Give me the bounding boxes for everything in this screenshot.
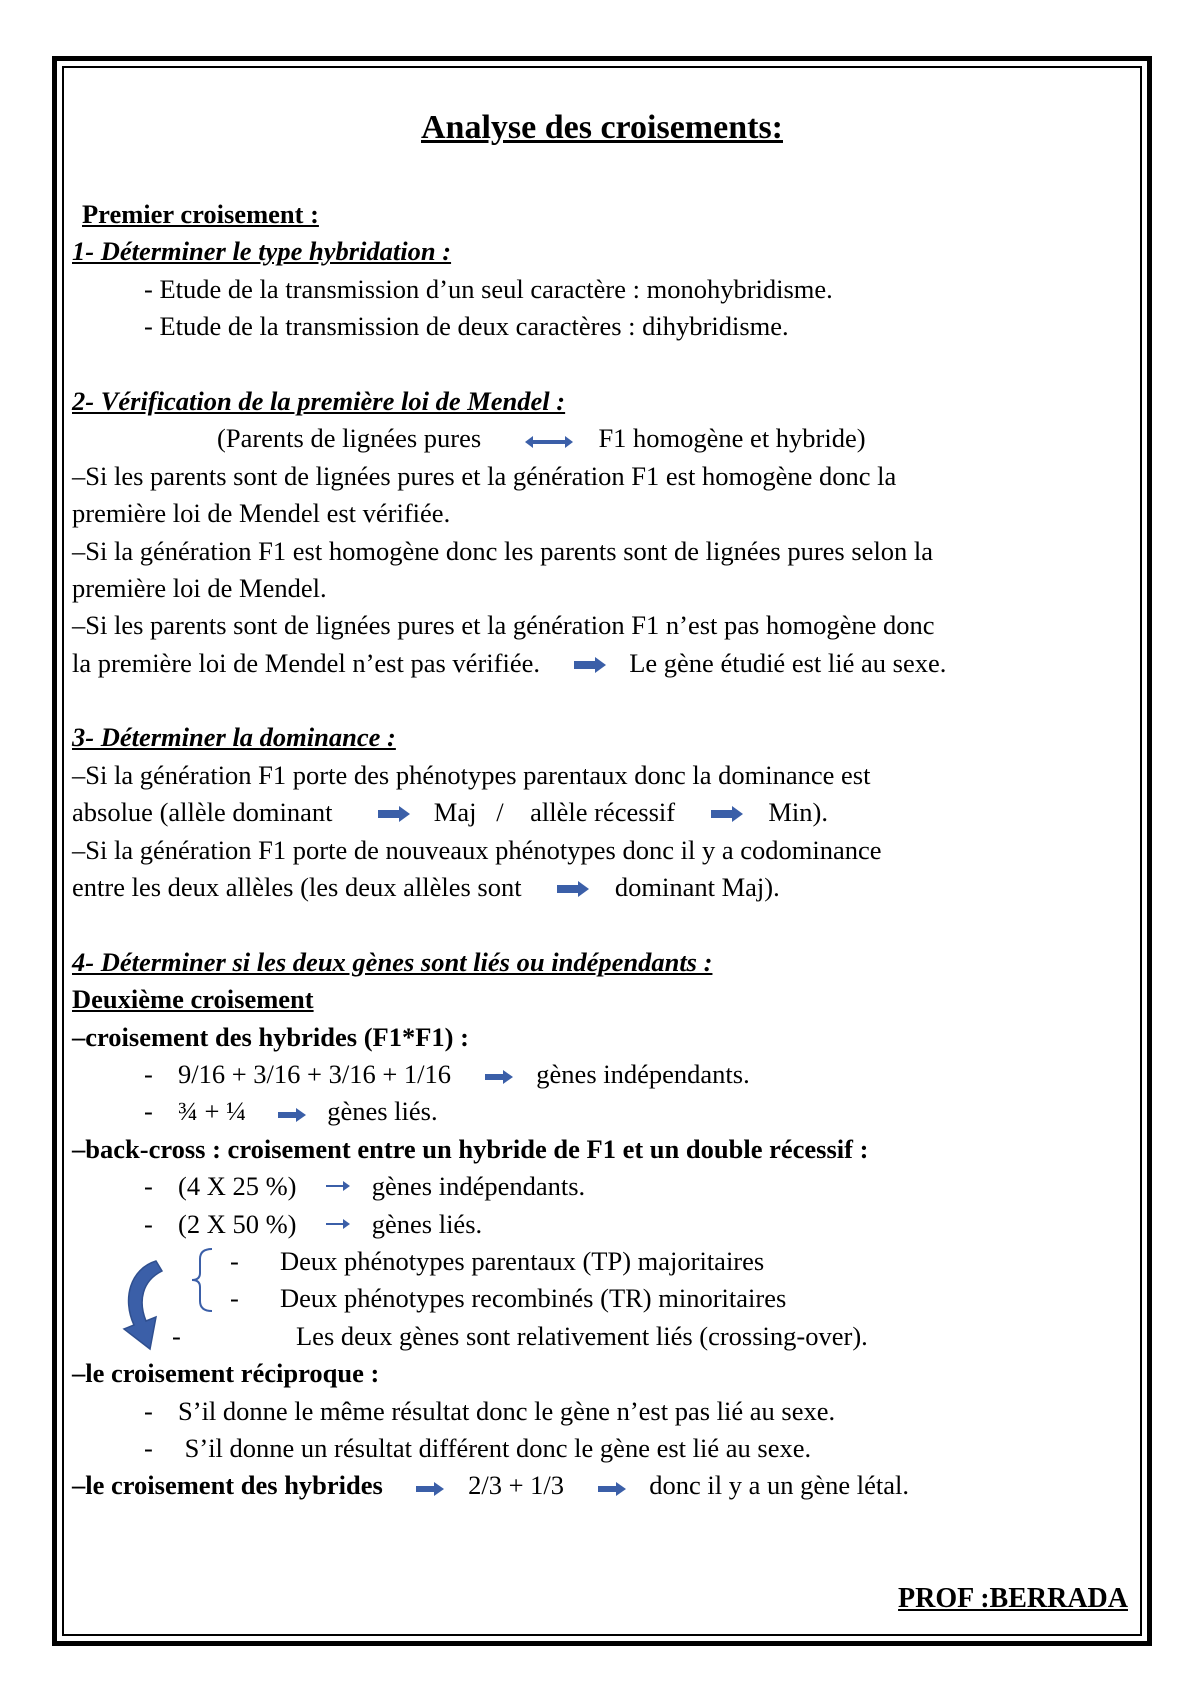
letal-mid: 2/3 + 1/3 (468, 1470, 565, 1501)
s2-p3a: –Si les parents sont de lignées pures et la génération F1 n’est pas homogène donc (72, 610, 935, 641)
arrow-right-thin-icon (325, 1203, 351, 1240)
document-body (72, 108, 1132, 1505)
s3-p1b-2: Maj / allèle récessif (433, 797, 676, 828)
backcross-title: –back-cross : croisement entre un hybride de F1 et un double récessif : (72, 1133, 869, 1164)
s3-p2a: –Si la génération F1 porte de nouveaux phénotypes donc il y a codominance (72, 834, 882, 865)
s3-p2b-2: dominant Maj). (614, 872, 780, 903)
reciproque-title: –le croisement réciproque : (72, 1358, 380, 1389)
reciproque-item-2 (72, 1430, 1132, 1467)
s2-p3b: la première loi de Mendel n’est pas vérifiée. (72, 647, 540, 678)
arrow-right-thin-icon (325, 1165, 351, 1202)
b3: Deux phénotypes parentaux (TP) majoritaires (280, 1245, 765, 1276)
hybrides-item-2 (72, 1093, 1132, 1130)
arrow-right-icon (415, 1470, 445, 1507)
s3-p1b-3: Min). (768, 797, 828, 828)
double-arrow-icon (524, 423, 574, 460)
backcross-item-3 (72, 1243, 1132, 1280)
s3-p1b-line (72, 794, 1132, 831)
bullet-dash: - (144, 1208, 153, 1239)
s2-p1b: première loi de Mendel est vérifiée. (72, 498, 451, 529)
letal-left: –le croisement des hybrides (72, 1470, 383, 1501)
hybrides-title: –croisement des hybrides (F1*F1) : (72, 1021, 469, 1052)
arrow-right-icon (484, 1058, 514, 1095)
backcross-item-1 (72, 1168, 1132, 1205)
bullet-dash: - (144, 1096, 153, 1127)
bullet-dash: - (230, 1283, 239, 1314)
h2-left: ¾ + ¼ (178, 1096, 246, 1127)
backcross-item-5 (72, 1318, 1132, 1355)
bullet-dash: - (172, 1320, 181, 1351)
b4: Deux phénotypes recombinés (TR) minoritaires (280, 1283, 787, 1314)
arrow-right-icon (277, 1096, 307, 1133)
s2-center-line (72, 420, 1132, 457)
s2-p3b-line (72, 645, 1132, 682)
b2-right: gènes liés. (371, 1208, 483, 1239)
premier-croisement-heading: Premier croisement : (82, 199, 319, 229)
s2-p1a: –Si les parents sont de lignées pures et la génération F1 est homogène donc la (72, 460, 897, 491)
arrow-right-icon (556, 871, 590, 908)
arrow-right-icon (597, 1470, 627, 1507)
section-2-title: 2- Vérification de la première loi de Mendel : (72, 385, 566, 416)
h1-left: 9/16 + 3/16 + 3/16 + 1/16 (178, 1058, 452, 1089)
bullet-dash: - (230, 1245, 239, 1276)
signature: PROF :BERRADA (898, 1583, 1128, 1614)
bullet-dash: - (144, 1171, 153, 1202)
r1: S’il donne le même résultat donc le gène n’est pas lié au sexe. (178, 1395, 836, 1426)
section-4-title: 4- Déterminer si les deux gènes sont liés ou indépendants : (72, 946, 713, 977)
deuxieme-croisement-heading: Deuxième croisement (72, 984, 314, 1015)
r2: S’il donne un résultat différent donc le gène est lié au sexe. (178, 1432, 812, 1463)
s1-item-2: - Etude de la transmission de deux caractères : dihybridisme. (144, 311, 789, 342)
s2-p2b: première loi de Mendel. (72, 572, 327, 603)
s3-p2b-1: entre les deux allèles (les deux allèles sont (72, 872, 522, 903)
s3-p2b-line (72, 869, 1132, 906)
reciproque-item-1 (72, 1393, 1132, 1430)
h2-right: gènes liés. (327, 1096, 438, 1127)
bullet-dash: - (144, 1432, 153, 1463)
b2-left: (2 X 50 %) (178, 1208, 297, 1239)
b1-right: gènes indépendants. (371, 1171, 586, 1202)
bullet-dash: - (144, 1058, 153, 1089)
b1-left: (4 X 25 %) (178, 1171, 297, 1202)
s1-item-1: - Etude de la transmission d’un seul caractère : monohybridisme. (144, 273, 833, 304)
b5: Les deux gènes sont relativement liés (crossing-over). (296, 1320, 868, 1351)
h1-right: gènes indépendants. (536, 1058, 750, 1089)
s2-center-right: F1 homogène et hybride) (598, 423, 866, 454)
hybrides-item-1 (72, 1056, 1132, 1093)
arrow-right-icon (710, 796, 744, 833)
arrow-right-icon (377, 796, 411, 833)
s3-p1a: –Si la génération F1 porte des phénotypes parentaux donc la dominance est (72, 759, 871, 790)
s2-p3c: Le gène étudié est lié au sexe. (629, 647, 947, 678)
page-title: Analyse des croisements: (421, 109, 783, 146)
section-3-title: 3- Déterminer la dominance : (72, 722, 396, 753)
backcross-item-2 (72, 1206, 1132, 1243)
arrow-right-icon (573, 647, 607, 684)
s2-p2a: –Si la génération F1 est homogène donc les parents sont de lignées pures selon la (72, 535, 934, 566)
crossing-over-group (72, 1243, 1132, 1355)
backcross-item-4 (72, 1280, 1132, 1317)
s3-p1b-1: absolue (allèle dominant (72, 797, 333, 828)
bullet-dash: - (144, 1395, 153, 1426)
section-1-title: 1- Déterminer le type hybridation : (72, 236, 452, 267)
s2-center-left: (Parents de lignées pures (217, 423, 482, 454)
letal-right: donc il y a un gène létal. (649, 1470, 910, 1501)
letal-line (72, 1467, 1132, 1504)
